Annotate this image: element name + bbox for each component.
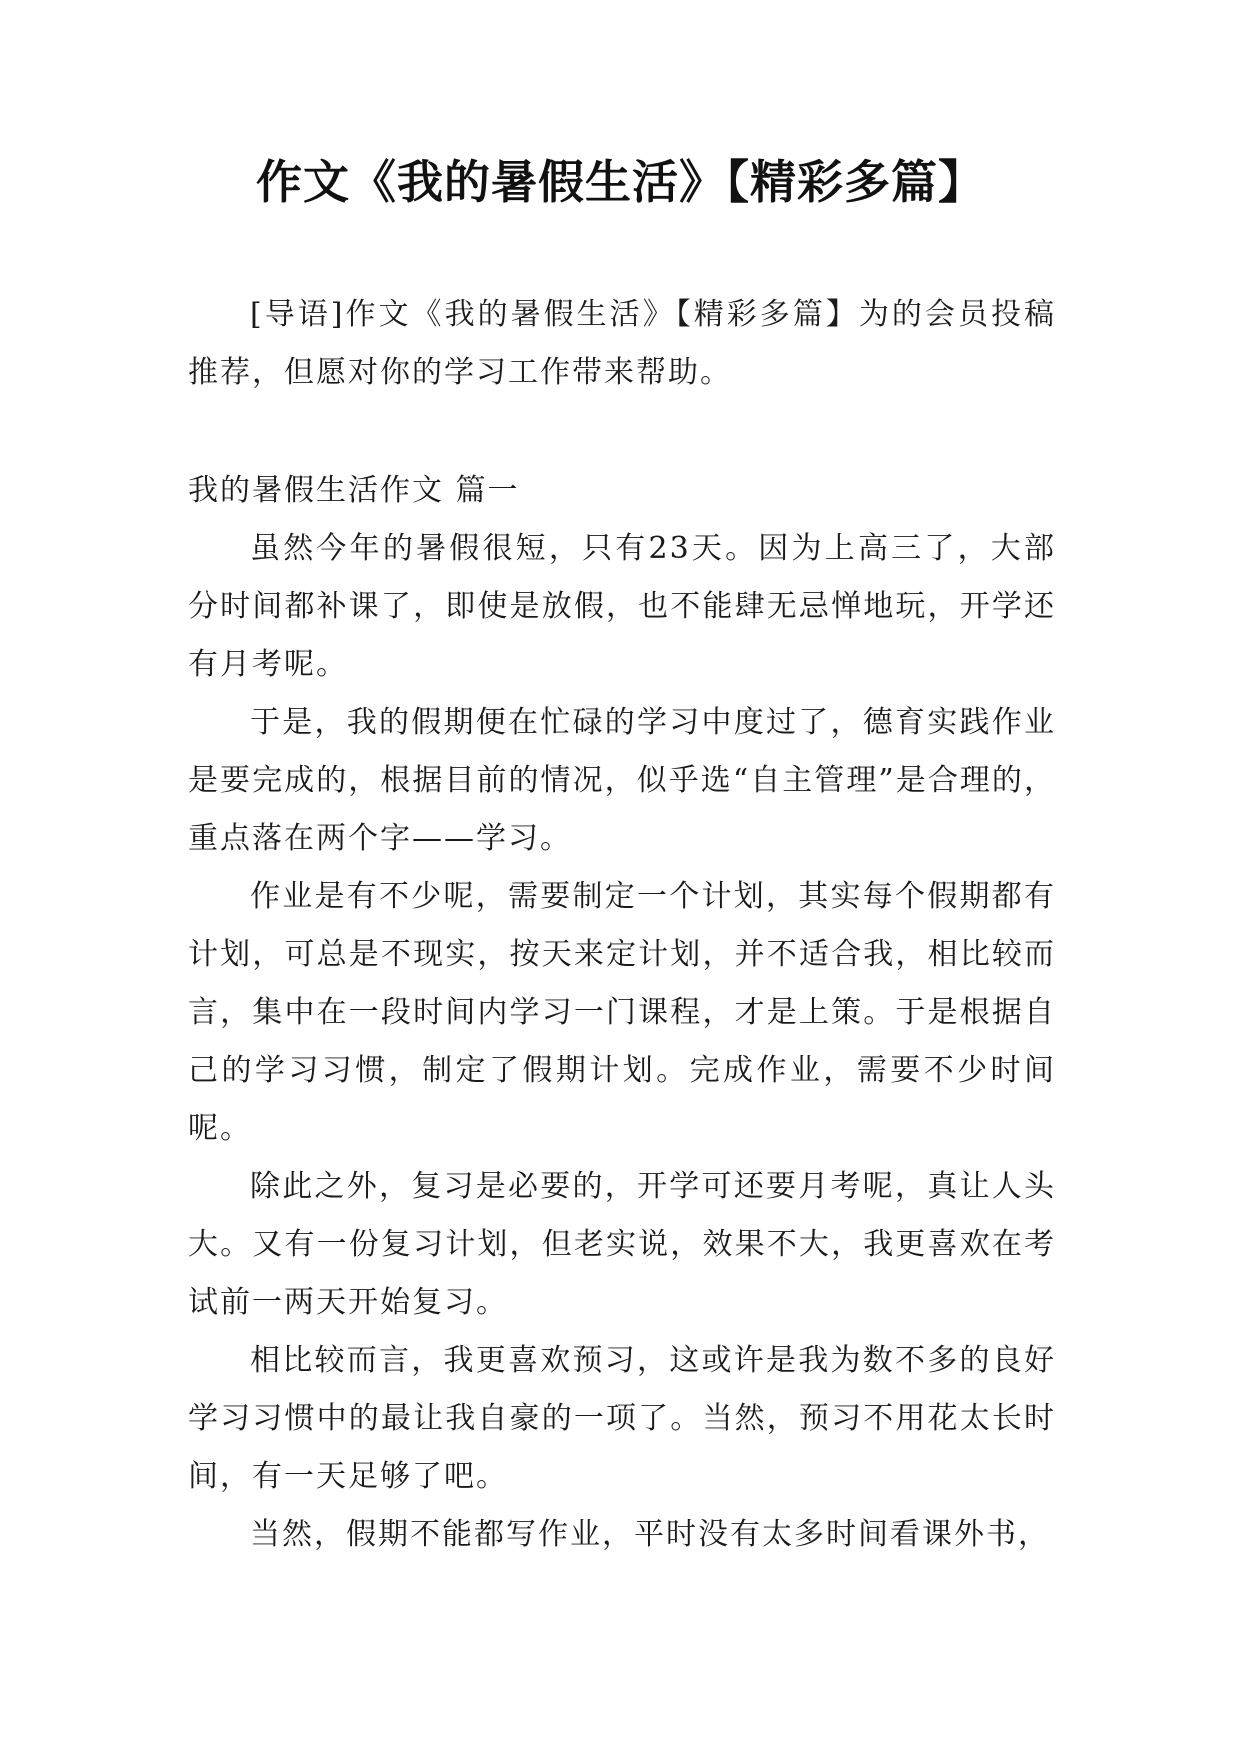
paragraph: 当然，假期不能都写作业，平时没有太多时间看课外书， (250, 1517, 1050, 1552)
paragraph: 作业是有不少呢，需要制定一个计划，其实每个假期都有计划，可总是不现实，按天来定计划，并不适合我，相比较而言，集中在一段时间内学习一门课程，才是上策。于是根据自己的学习习惯，制定了假期计划。完成作业，需要不少时间呢。 (188, 879, 1056, 1146)
paragraph: 除此之外，复习是必要的，开学可还要月考呢，真让人头大。又有一份复习计划，但老实说，效果不大，我更喜欢在考试前一两天开始复习。 (188, 1169, 1056, 1320)
paragraph: 于是，我的假期便在忙碌的学习中度过了，德育实践作业是要完成的，根据目前的情况，似乎选“自主管理”是合理的，重点落在两个字——学习。 (188, 705, 1056, 856)
section-heading: 我的暑假生活作文 篇一 (188, 473, 520, 508)
paragraph: 虽然今年的暑假很短，只有23天。因为上高三了，大部分时间都补课了，即使是放假，也不能肆无忌惮地玩，开学还有月考呢。 (188, 531, 1056, 682)
document-title: 作文《我的暑假生活》【精彩多篇】 (256, 155, 985, 209)
article-body (188, 520, 1056, 1564)
paragraph: 相比较而言，我更喜欢预习，这或许是我为数不多的良好学习习惯中的最让我自豪的一项了。当然，预习不用花太长时间，有一天足够了吧。 (188, 1343, 1056, 1494)
intro-paragraph: [导语]作文《我的暑假生活》【精彩多篇】为的会员投稿推荐，但愿对你的学习工作带来帮助。 (188, 297, 1056, 390)
